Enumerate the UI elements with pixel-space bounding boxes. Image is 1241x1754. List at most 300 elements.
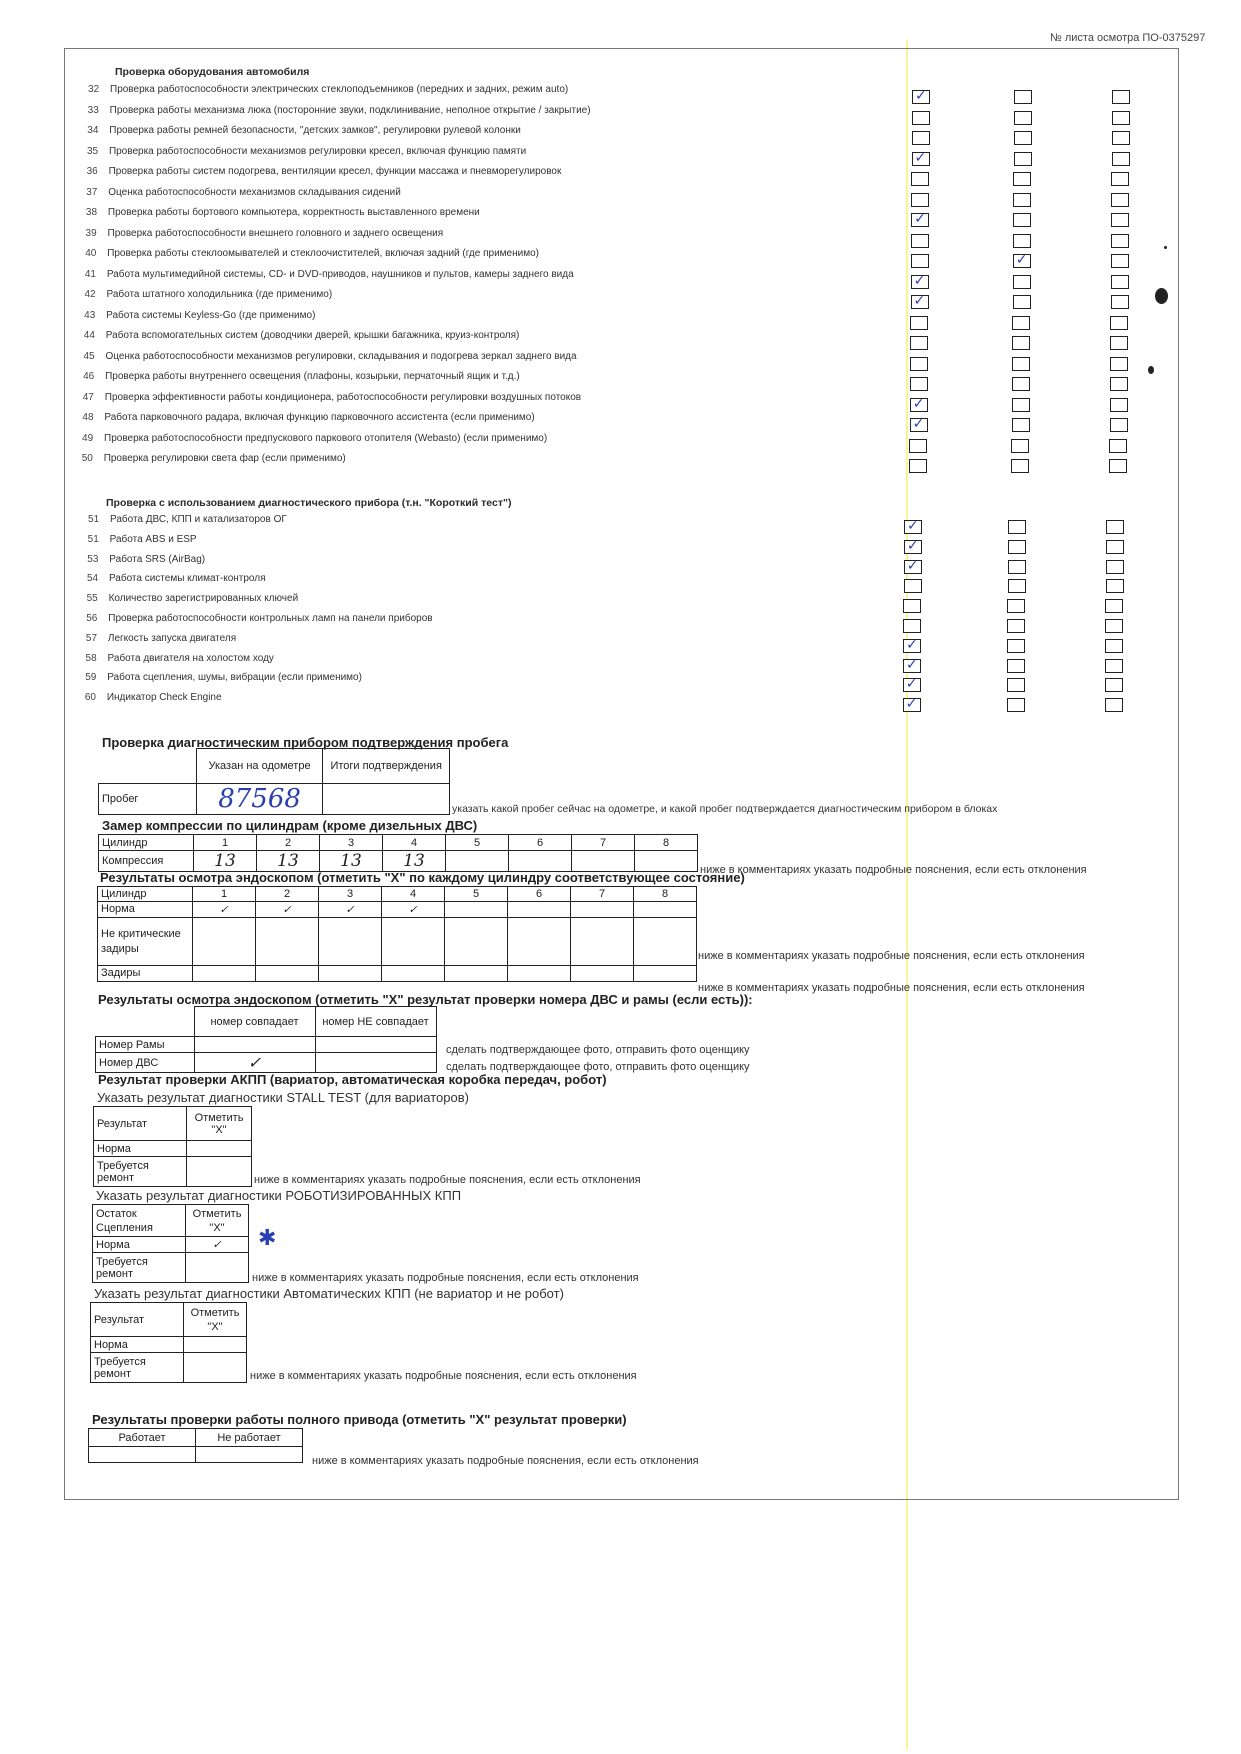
check-mark-icon: ✓ (912, 416, 925, 432)
row-cylinder: Цилиндр (98, 887, 193, 902)
row-compression: Компрессия (99, 851, 194, 872)
item-text: Работа вспомогательных систем (доводчики дверей, крышки багажника, круиз-контроля) (105, 330, 520, 341)
checkbox[interactable] (1007, 599, 1025, 613)
checkbox[interactable] (1110, 357, 1128, 371)
cylinder-number: 8 (635, 835, 698, 851)
cylinder-number: 7 (572, 835, 635, 851)
compression-value[interactable] (446, 851, 509, 872)
stall-row-norm: Норма (94, 1141, 187, 1157)
ink-spot (1148, 366, 1154, 374)
item-number: 45 (83, 350, 95, 362)
engine-note: сделать подтверждающее фото, отправить фото оценщику (446, 1061, 750, 1073)
stall-table (93, 1106, 252, 1187)
check-mark-icon: ✓ (914, 149, 927, 166)
checkbox[interactable] (903, 698, 921, 712)
checkbox[interactable] (1109, 459, 1127, 473)
checklist-item (87, 593, 299, 604)
auto-note: ниже в комментариях указать подробные пояснения, если есть отклонения (250, 1370, 637, 1382)
mileage-note: указать какой пробег сейчас на одометре, и какой пробег подтверждается диагностическим прибором в блоках (452, 803, 998, 815)
cylinder-number: 7 (571, 887, 634, 902)
checklist-item (87, 573, 266, 584)
row-engine-number: Номер ДВС (96, 1053, 195, 1073)
endoscope-cell[interactable]: ✓ (193, 902, 256, 918)
endoscope-row-label: Не критические задиры (98, 918, 193, 966)
item-text: Оценка работоспособности механизмов складывания сидений (108, 186, 401, 198)
stall-col-mark: Отметить "Х" (187, 1107, 252, 1141)
cylinder-number: 2 (256, 887, 319, 902)
endoscope-cell[interactable] (382, 918, 445, 966)
checkbox[interactable] (911, 272, 929, 289)
awd-note: ниже в комментариях указать подробные пояснения, если есть отклонения (312, 1455, 699, 1467)
item-number: 56 (86, 613, 98, 624)
endoscope-cell[interactable] (571, 918, 634, 966)
compression-note: ниже в комментариях указать подробные пояснения, если есть отклонения (700, 864, 1087, 876)
compression-value[interactable]: 13 (383, 851, 446, 872)
item-number: 43 (84, 309, 96, 321)
item-number: 58 (85, 652, 97, 664)
endoscope-cell[interactable] (256, 918, 319, 966)
checkbox[interactable] (1007, 698, 1025, 712)
endoscope-cell[interactable] (634, 902, 697, 918)
endoscope-cell[interactable] (445, 902, 508, 918)
sheet-number: № листа осмотра ПО-0375297 (1050, 32, 1206, 44)
stall-col-result: Результат (94, 1107, 187, 1141)
checkbox[interactable] (1007, 639, 1025, 653)
checkbox[interactable] (1112, 90, 1130, 104)
checklist-item (83, 371, 520, 382)
engine-nomatch-cell[interactable] (315, 1053, 436, 1073)
checkbox[interactable] (1110, 336, 1128, 350)
item-text: Проверка работы бортового компьютера, корректность выставленного времени (107, 207, 480, 218)
checklist-item (87, 166, 562, 177)
checkbox[interactable] (1105, 659, 1123, 673)
check-mark-icon: ✓ (906, 537, 919, 554)
endoscope-cell[interactable]: ✓ (319, 902, 382, 918)
endoscope-note-1: ниже в комментариях указать подробные пояснения, если есть отклонения (698, 950, 1085, 962)
checkbox[interactable] (1106, 540, 1124, 554)
checkbox[interactable] (1110, 398, 1128, 412)
checkbox[interactable] (1014, 152, 1032, 166)
item-text: Проверка регулировки света фар (если применимо) (103, 453, 346, 464)
checklist-item (82, 453, 346, 464)
checkbox[interactable] (1106, 560, 1124, 574)
auto-row-repair: Требуется ремонт (91, 1353, 184, 1383)
checkbox[interactable] (1014, 111, 1032, 125)
endoscope-row-label: Задиры (98, 966, 193, 982)
checkbox[interactable] (912, 149, 930, 166)
item-text: Работа SRS (AirBag) (109, 553, 206, 565)
diagnostic-title: Проверка с использованием диагностического прибора (т.н. "Короткий тест") (106, 497, 512, 509)
checkbox[interactable] (911, 172, 929, 186)
checklist-item (83, 392, 581, 403)
checkbox[interactable] (1014, 90, 1032, 104)
item-number: 57 (85, 632, 98, 644)
checkbox[interactable] (909, 439, 927, 453)
endoscope-cell[interactable] (445, 918, 508, 966)
checklist-item (88, 105, 591, 116)
item-text: Работа мультимедийной системы, CD- и DVD-приводов, наушников и пультов, камеры заднего вида (106, 268, 574, 280)
checkbox[interactable] (1013, 295, 1031, 309)
checkbox[interactable] (1012, 336, 1030, 350)
checklist-item (84, 310, 315, 321)
checkbox[interactable] (912, 111, 930, 125)
item-number: 59 (85, 672, 97, 684)
checkbox[interactable] (1105, 599, 1123, 613)
stall-norm-cell[interactable] (187, 1141, 252, 1157)
item-number: 46 (83, 371, 95, 382)
checkbox[interactable] (1112, 131, 1130, 145)
endoscope-cell[interactable] (634, 966, 697, 982)
checkbox[interactable] (912, 90, 930, 104)
checkbox[interactable] (910, 418, 928, 432)
robot-row-repair: Требуется ремонт (93, 1253, 186, 1283)
cylinder-number: 6 (508, 887, 571, 902)
auto-norm-cell[interactable] (184, 1337, 247, 1353)
robot-note: ниже в комментариях указать подробные пояснения, если есть отклонения (252, 1272, 639, 1284)
checkbox[interactable] (1112, 152, 1130, 166)
item-text: Количество зарегистрированных ключей (108, 593, 299, 605)
checklist-item (88, 534, 197, 545)
checkbox[interactable] (1110, 316, 1128, 330)
check-mark-icon: ✓ (906, 636, 918, 653)
numbers-title: Результаты осмотра эндоскопом (отметить "Х" результат проверки номера ДВС и рамы (если есть)): (98, 992, 753, 1007)
awd-col-works: Работает (89, 1429, 196, 1447)
item-text: Работа штатного холодильника (где применимо) (106, 289, 333, 300)
endoscope-note-2: ниже в комментариях указать подробные пояснения, если есть отклонения (698, 982, 1085, 994)
compression-value[interactable] (509, 851, 572, 872)
endoscope-row-label: Норма (98, 902, 193, 918)
item-text: Проверка работы стеклоомывателей и стеклоочистителей, включая задний (где применимо) (107, 248, 539, 259)
checkbox[interactable] (1106, 579, 1124, 593)
check-mark-icon: ✓ (905, 656, 918, 673)
item-text: Проверка работы внутреннего освещения (плафоны, козырьки, перчаточный ящик и т.д.) (105, 371, 520, 382)
cylinder-number: 8 (634, 887, 697, 902)
robot-col-clutch: Остаток Сцепления (93, 1205, 186, 1237)
robot-table (92, 1204, 249, 1283)
item-number: 51 (87, 533, 99, 545)
item-text: Работа сцепления, шумы, вибрации (если применимо) (107, 672, 362, 684)
auto-table (90, 1302, 247, 1383)
checkbox[interactable] (904, 520, 922, 534)
checkbox[interactable] (910, 357, 928, 371)
checkbox[interactable] (903, 599, 921, 613)
awd-col-notworks: Не работает (196, 1429, 303, 1447)
awd-works-cell[interactable] (89, 1447, 196, 1463)
check-mark-icon: ✓ (905, 696, 918, 713)
item-text: Проверка работы ремней безопасности, "детских замков", регулировки рулевой колонки (109, 125, 521, 136)
item-number: 42 (84, 289, 96, 300)
endoscope-cell[interactable]: ✓ (382, 902, 445, 918)
checkbox[interactable] (1014, 131, 1032, 145)
item-number: 32 (88, 84, 100, 95)
endoscope-cell[interactable] (634, 918, 697, 966)
item-number: 60 (84, 692, 96, 704)
stall-note: ниже в комментариях указать подробные пояснения, если есть отклонения (254, 1174, 641, 1186)
checklist-item (87, 554, 205, 565)
checklist-item (85, 672, 362, 683)
col-odometer: Указан на одометре (196, 749, 323, 784)
checkbox[interactable] (1008, 520, 1026, 534)
checklist-item (84, 330, 520, 341)
check-mark-icon: ✓ (905, 676, 918, 693)
cylinder-number: 5 (445, 887, 508, 902)
col-nomatch: номер НЕ совпадает (315, 1007, 436, 1037)
checkbox[interactable] (904, 557, 922, 574)
stall-repair-cell[interactable] (187, 1157, 252, 1187)
item-number: 44 (83, 330, 95, 341)
item-number: 40 (85, 248, 97, 259)
check-mark-icon: ✓ (913, 272, 926, 289)
checkbox[interactable] (1008, 560, 1026, 574)
ink-spot (1164, 246, 1167, 249)
endoscope-cell[interactable] (319, 918, 382, 966)
item-text: Легкость запуска двигателя (107, 632, 237, 644)
check-mark-icon: ✓ (1015, 252, 1028, 268)
stall-title: Указать результат диагностики STALL TEST (для вариаторов) (97, 1090, 469, 1105)
checkbox[interactable] (1111, 254, 1129, 268)
item-number: 53 (87, 553, 99, 565)
checkbox[interactable] (903, 656, 921, 673)
cylinder-number: 4 (382, 887, 445, 902)
checkbox[interactable] (1013, 275, 1031, 289)
item-text: Индикатор Check Engine (106, 692, 222, 704)
confirm-value[interactable] (323, 784, 450, 815)
item-number: 37 (86, 186, 98, 198)
item-text: Проверка работоспособности предпускового паркового отопителя (Webasto) (если применимо) (104, 432, 548, 444)
compression-value[interactable] (635, 851, 698, 872)
check-mark-icon: ✓ (907, 518, 919, 534)
checkbox[interactable] (1013, 234, 1031, 248)
endoscope-cell[interactable] (319, 966, 382, 982)
item-number: 51 (88, 514, 100, 525)
checklist-item (85, 692, 222, 703)
checkbox[interactable] (1012, 316, 1030, 330)
row-cylinder: Цилиндр (99, 835, 194, 851)
item-number: 50 (81, 453, 93, 464)
checkbox[interactable] (911, 295, 929, 309)
checkbox[interactable] (1012, 418, 1030, 432)
checklist-item (82, 412, 534, 423)
row-mileage: Пробег (99, 784, 197, 815)
compression-table (98, 834, 698, 872)
checkbox[interactable] (904, 537, 922, 554)
check-mark-icon: ✓ (912, 395, 925, 412)
checklist-item (86, 207, 480, 218)
checkbox[interactable] (903, 619, 921, 633)
check-mark-icon: ✓ (913, 293, 926, 309)
checkbox[interactable] (911, 254, 929, 268)
item-text: Проверка работы механизма люка (посторонние звуки, подклинивание, неполное открытие / закрытие) (109, 104, 591, 116)
checkbox[interactable] (1012, 357, 1030, 371)
item-text: Проверка работоспособности контрольных ламп на панели приборов (108, 613, 433, 624)
checkbox[interactable] (910, 336, 928, 350)
item-text: Работа двигателя на холостом ходу (107, 652, 274, 664)
item-number: 48 (82, 412, 94, 423)
checkbox[interactable] (911, 213, 929, 227)
col-confirm: Итоги подтверждения (323, 749, 450, 784)
cylinder-number: 6 (509, 835, 572, 851)
checkbox[interactable] (910, 395, 928, 412)
item-text: Проверка работы систем подогрева, вентиляции кресел, функции массажа и пневморегулировок (108, 166, 562, 177)
compression-value[interactable]: 13 (194, 851, 257, 872)
checkbox[interactable] (1012, 377, 1030, 391)
checkbox[interactable] (1013, 213, 1031, 227)
robot-col-mark: Отметить "Х" (186, 1205, 249, 1237)
checkbox[interactable] (903, 636, 921, 653)
endoscope-title: Результаты осмотра эндоскопом (отметить "Х" по каждому цилиндру соответствующее состояние) (100, 870, 745, 885)
endoscope-cell[interactable] (508, 966, 571, 982)
checklist-item (88, 84, 568, 95)
checkbox[interactable] (912, 131, 930, 145)
mileage-title: Проверка диагностическим прибором подтверждения пробега (102, 735, 509, 750)
checkbox[interactable] (1112, 111, 1130, 125)
checkbox[interactable] (910, 377, 928, 391)
checkbox[interactable] (910, 316, 928, 330)
item-text: Проверка работоспособности внешнего головного и заднего освещения (107, 227, 444, 239)
checkbox[interactable] (1012, 398, 1030, 412)
equipment-title: Проверка оборудования автомобиля (115, 66, 310, 78)
awd-title: Результаты проверки работы полного привода (отметить "Х" результат проверки) (92, 1412, 627, 1427)
checkbox[interactable] (1106, 520, 1124, 534)
mileage-table (98, 748, 450, 815)
checklist-item (85, 248, 539, 259)
checklist-item (86, 653, 274, 664)
cylinder-number: 2 (257, 835, 320, 851)
auto-repair-cell[interactable] (184, 1353, 247, 1383)
checkbox[interactable] (904, 579, 922, 593)
robot-star-mark: ✱ (258, 1226, 277, 1251)
checkbox[interactable] (1105, 619, 1123, 633)
item-text: Работа парковочного радара, включая функцию парковочного ассистента (если применимо) (104, 412, 535, 423)
ink-spot (1155, 288, 1168, 304)
item-text: Работа системы климат-контроля (108, 573, 266, 585)
compression-value[interactable] (572, 851, 635, 872)
frame-match-cell[interactable] (194, 1037, 315, 1053)
endoscope-cell[interactable] (193, 966, 256, 982)
frame-note: сделать подтверждающее фото, отправить фото оценщику (446, 1044, 750, 1056)
akpp-title: Результат проверки АКПП (вариатор, автоматическая коробка передач, робот) (98, 1072, 607, 1087)
checkbox[interactable] (1110, 418, 1128, 432)
row-frame-number: Номер Рамы (96, 1037, 195, 1053)
checklist-item (82, 433, 547, 444)
compression-value[interactable]: 13 (257, 851, 320, 872)
robot-title: Указать результат диагностики РОБОТИЗИРОВАННЫХ КПП (96, 1188, 462, 1203)
checkbox[interactable] (1105, 698, 1123, 712)
checklist-item (87, 146, 526, 157)
checkbox[interactable] (1111, 213, 1129, 227)
awd-table (88, 1428, 303, 1463)
item-number: 47 (82, 391, 94, 403)
checkbox[interactable] (1013, 254, 1031, 268)
checkbox[interactable] (1111, 172, 1129, 186)
endoscope-cell[interactable] (382, 966, 445, 982)
checkbox[interactable] (909, 459, 927, 473)
robot-row-norm: Норма (93, 1237, 186, 1253)
robot-norm-cell[interactable]: ✓ (186, 1237, 249, 1253)
cylinder-number: 5 (446, 835, 509, 851)
checkbox[interactable] (1111, 295, 1129, 309)
checkbox[interactable] (1105, 678, 1123, 692)
checklist-item (88, 514, 287, 525)
cylinder-number: 4 (383, 835, 446, 851)
checklist-item (87, 125, 521, 136)
checkbox[interactable] (1109, 439, 1127, 453)
item-number: 35 (86, 145, 99, 157)
checklist-item (86, 187, 401, 198)
frame-nomatch-cell[interactable] (315, 1037, 436, 1053)
cylinder-number: 1 (194, 835, 257, 851)
checkbox[interactable] (1007, 619, 1025, 633)
compression-value[interactable]: 13 (320, 851, 383, 872)
endoscope-cell[interactable] (445, 966, 508, 982)
check-mark-icon: ✓ (915, 88, 927, 104)
odometer-value[interactable]: 87568 (196, 784, 323, 815)
endoscope-cell[interactable] (571, 966, 634, 982)
item-text: Проверка работоспособности электрических стеклоподъемников (передних и задних, режим auto) (110, 84, 569, 95)
checkbox[interactable] (1111, 234, 1129, 248)
checkbox[interactable] (1110, 377, 1128, 391)
endoscope-cell[interactable] (193, 918, 256, 966)
item-number: 41 (84, 268, 96, 280)
checklist-item (85, 289, 333, 300)
engine-match-cell[interactable]: ✓ (194, 1053, 315, 1073)
robot-repair-cell[interactable] (186, 1253, 249, 1283)
checkbox[interactable] (1013, 172, 1031, 186)
endoscope-table (97, 886, 697, 982)
item-number: 49 (82, 432, 94, 444)
cylinder-number: 3 (320, 835, 383, 851)
checklist-item (86, 633, 236, 644)
checklist-item (86, 613, 432, 624)
auto-row-norm: Норма (91, 1337, 184, 1353)
endoscope-cell[interactable] (256, 966, 319, 982)
checkbox[interactable] (1008, 540, 1026, 554)
endoscope-cell[interactable] (508, 918, 571, 966)
stall-row-repair: Требуется ремонт (94, 1157, 187, 1187)
auto-title: Указать результат диагностики Автоматических КПП (не вариатор и не робот) (94, 1286, 564, 1301)
checkbox[interactable] (1008, 579, 1026, 593)
item-text: Работа ДВС, КПП и катализаторов ОГ (110, 514, 287, 525)
item-number: 34 (87, 125, 99, 136)
checkbox[interactable] (1111, 193, 1129, 207)
checkbox[interactable] (1013, 193, 1031, 207)
item-text: Проверка работоспособности механизмов регулировки кресел, включая функцию памяти (108, 145, 527, 157)
check-mark-icon: ✓ (914, 211, 926, 227)
checkbox[interactable] (1007, 678, 1025, 692)
endoscope-cell[interactable] (508, 902, 571, 918)
check-mark-icon: ✓ (906, 557, 919, 574)
checkbox[interactable] (1111, 275, 1129, 289)
endoscope-cell[interactable] (571, 902, 634, 918)
endoscope-cell[interactable]: ✓ (256, 902, 319, 918)
item-number: 39 (85, 227, 97, 239)
item-number: 55 (86, 593, 98, 605)
checkbox[interactable] (1007, 659, 1025, 673)
checkbox[interactable] (903, 678, 921, 692)
item-number: 38 (85, 207, 98, 218)
checkbox[interactable] (1011, 459, 1029, 473)
checkbox[interactable] (911, 193, 929, 207)
checkbox[interactable] (1011, 439, 1029, 453)
item-text: Оценка работоспособности механизмов регулировки, складывания и подогрева зеркал заднего вида (105, 350, 577, 362)
checkbox[interactable] (1105, 639, 1123, 653)
item-text: Работа ABS и ESP (109, 533, 197, 545)
checklist-item (85, 269, 574, 280)
awd-notworks-cell[interactable] (196, 1447, 303, 1463)
item-text: Проверка эффективности работы кондиционера, работоспособности регулировки воздушных потоков (104, 391, 582, 403)
item-number: 36 (86, 166, 98, 177)
checkbox[interactable] (911, 234, 929, 248)
